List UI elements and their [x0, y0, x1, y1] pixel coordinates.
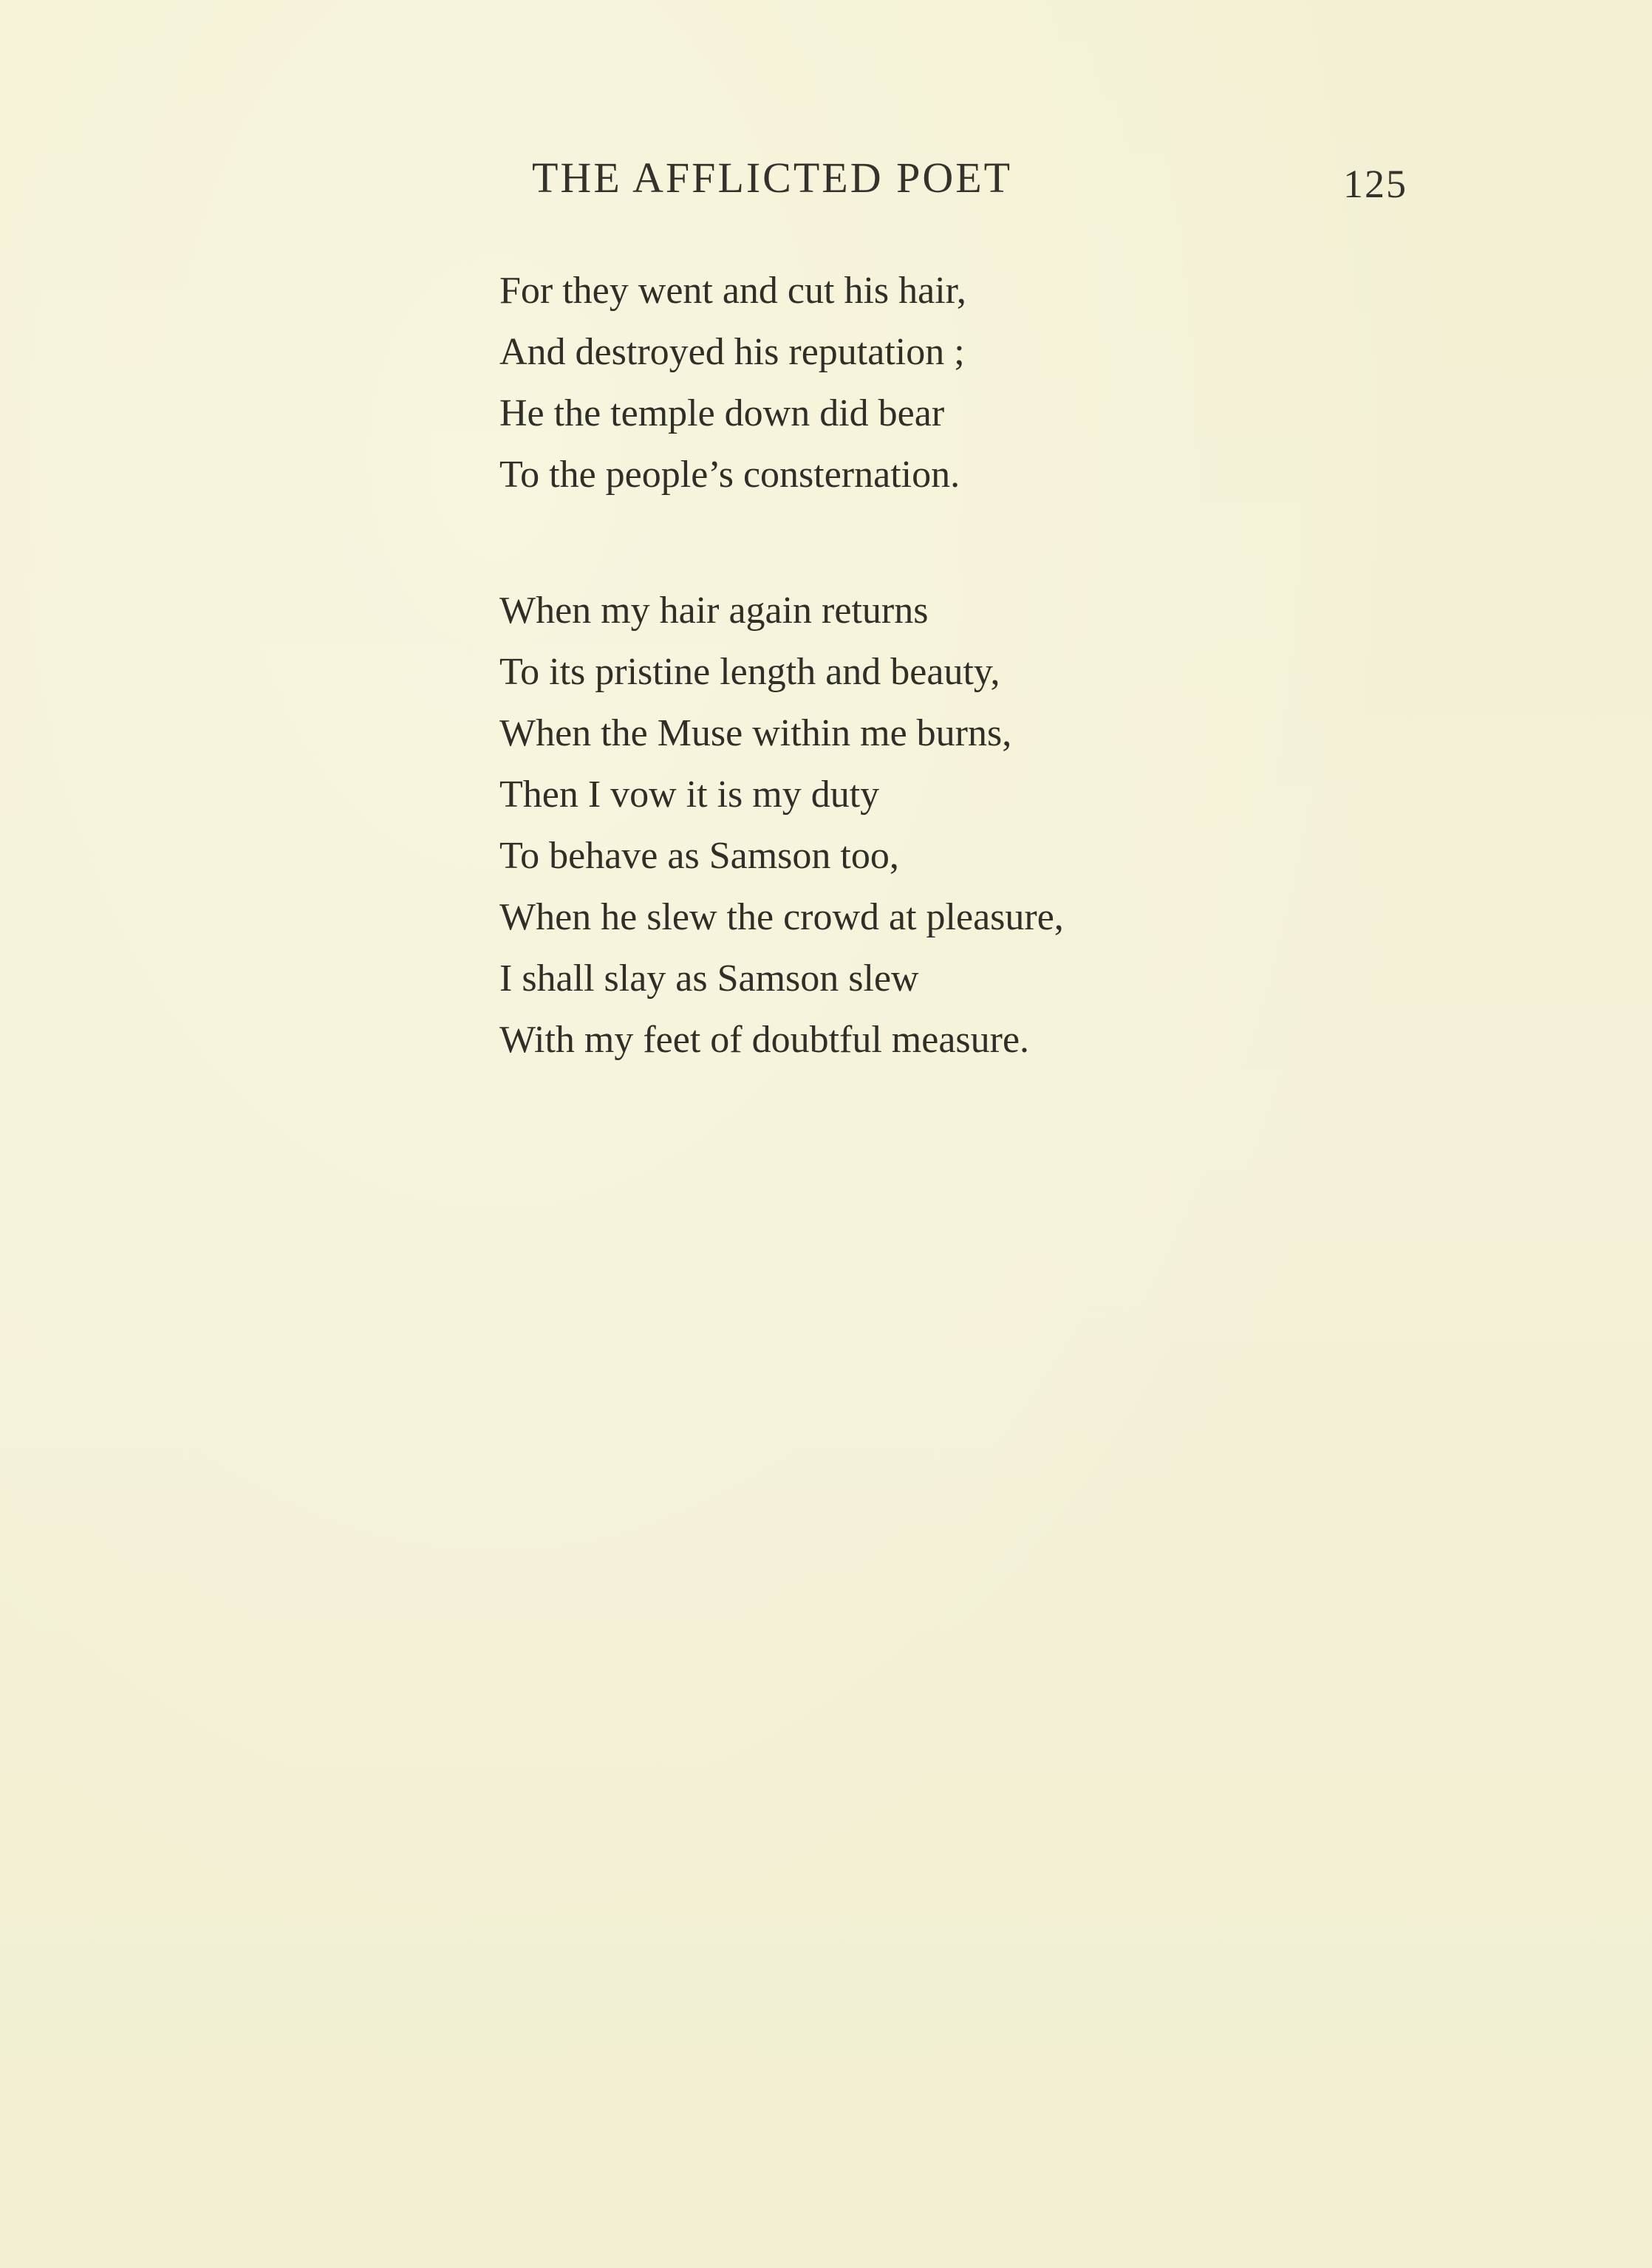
verse-line: To its pristine length and beauty, [499, 651, 1000, 693]
verse-line: With my feet of doubtful measure. [499, 1019, 1030, 1061]
verse-line: I shall slay as Samson slew [499, 957, 919, 1000]
verse-line: For they went and cut his hair, [499, 270, 966, 312]
poem-stanza-2 [499, 580, 1064, 1070]
verse-line: Then I vow it is my duty [499, 773, 880, 816]
verse-line: He the temple down did bear [499, 392, 945, 434]
verse-line: To the people’s consternation. [499, 454, 960, 496]
verse-line: When my hair again returns [499, 590, 929, 632]
verse-line: When the Muse within me burns, [499, 712, 1012, 754]
running-title: THE AFFLICTED POET [532, 154, 1013, 202]
page-number: 125 [1343, 162, 1407, 206]
verse-line: And destroyed his reputation ; [499, 331, 965, 373]
poem-stanza-1 [499, 260, 966, 505]
verse-line: To behave as Samson too, [499, 835, 899, 877]
verse-line: When he slew the crowd at pleasure, [499, 896, 1064, 938]
